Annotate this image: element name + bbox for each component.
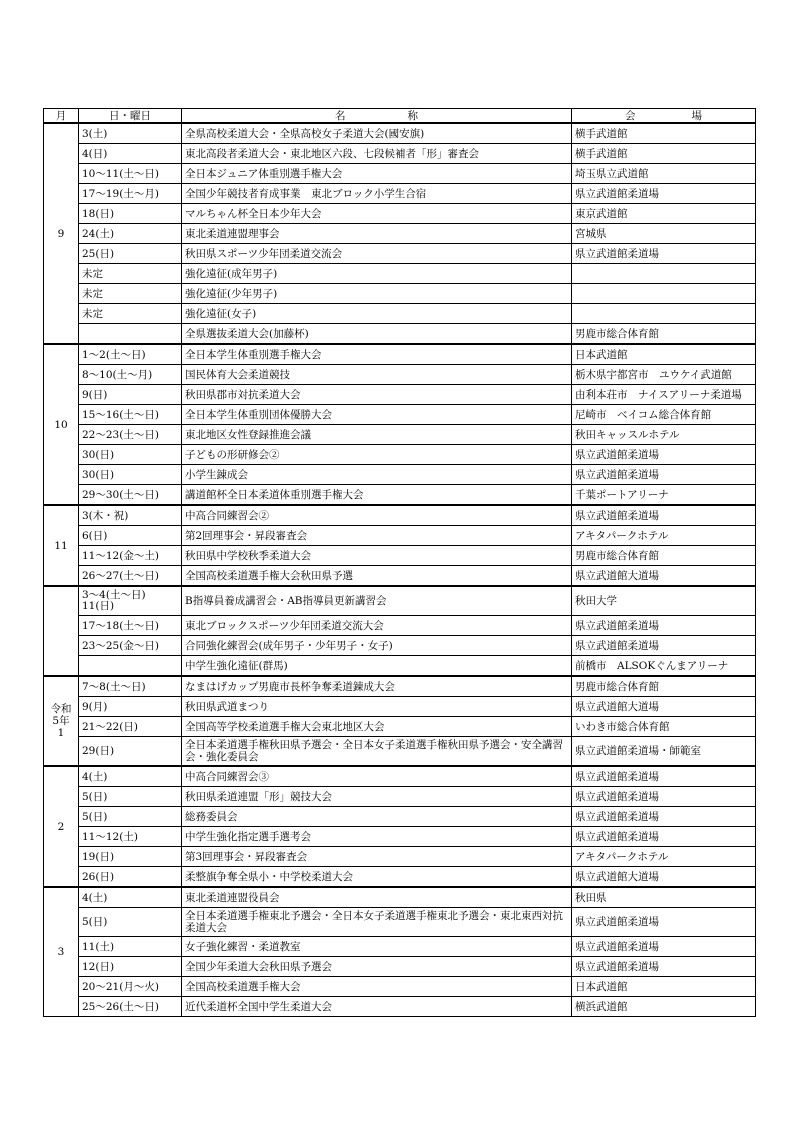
date-cell: 5(日)	[79, 787, 182, 807]
date-cell: 未定	[79, 264, 182, 284]
venue-cell: 由利本荘市 ナイスアリーナ柔道場	[572, 385, 756, 405]
date-cell: 6(日)	[79, 526, 182, 546]
event-name-cell: 東北柔道連盟理事会	[182, 224, 572, 244]
date-cell: 9(日)	[79, 385, 182, 405]
month-block	[44, 676, 756, 766]
venue-cell: 県立武道館柔道場	[572, 937, 756, 957]
event-name-cell: 小学生錬成会	[182, 465, 572, 485]
event-name-cell: 全国高等学校柔道選手権大会東北地区大会	[182, 717, 572, 737]
date-cell: 20～21(月～火)	[79, 977, 182, 997]
table-row	[44, 344, 756, 365]
table-row	[44, 908, 756, 937]
venue-cell: 横手武道館	[572, 123, 756, 144]
venue-cell: 秋田大学	[572, 586, 756, 616]
event-name-cell: 全国少年競技者育成事業 東北ブロック小学生合宿	[182, 184, 572, 204]
table-row	[44, 676, 756, 697]
event-name-cell: 女子強化練習・柔道教室	[182, 937, 572, 957]
date-cell: 3～4(土～日) 11(日)	[79, 586, 182, 616]
venue-cell: 埼玉県立武道館	[572, 164, 756, 184]
event-name-cell: 全日本学生体重別団体優勝大会	[182, 405, 572, 425]
date-cell: 4(土)	[79, 766, 182, 787]
date-cell: 3(土)	[79, 123, 182, 144]
date-cell: 8～10(土～月)	[79, 365, 182, 385]
date-cell: 17～18(土～日)	[79, 616, 182, 636]
venue-cell: 県立武道館柔道場	[572, 465, 756, 485]
table-row	[44, 304, 756, 324]
header-venue-char-1: 会	[625, 109, 636, 122]
venue-cell	[572, 284, 756, 304]
header-name-char-2: 称	[407, 109, 418, 122]
date-cell: 10～11(土～日)	[79, 164, 182, 184]
venue-cell: 男鹿市総合体育館	[572, 676, 756, 697]
venue-cell: 日本武道館	[572, 344, 756, 365]
event-name-cell: 東北高段者柔道大会・東北地区六段、七段候補者「形」審査会	[182, 144, 572, 164]
date-cell: 17～19(土～月)	[79, 184, 182, 204]
table-row	[44, 244, 756, 264]
header-date: 日・曜日	[79, 109, 182, 124]
table-row	[44, 717, 756, 737]
date-cell	[79, 656, 182, 677]
venue-cell: 県立武道館柔道場	[572, 827, 756, 847]
date-cell: 4(日)	[79, 144, 182, 164]
venue-cell: 秋田キャッスルホテル	[572, 425, 756, 445]
table-row	[44, 526, 756, 546]
venue-cell: 男鹿市総合体育館	[572, 546, 756, 566]
table-row	[44, 365, 756, 385]
month-cell: 11	[44, 505, 79, 586]
venue-cell: 栃木県宇都宮市 ユウケイ武道館	[572, 365, 756, 385]
date-cell: 3(木・祝)	[79, 505, 182, 526]
date-cell: 30(日)	[79, 445, 182, 465]
header-venue	[572, 109, 756, 124]
event-name-cell: 秋田県スポーツ少年団柔道交流会	[182, 244, 572, 264]
table-row	[44, 204, 756, 224]
header-venue-char-2: 場	[691, 109, 702, 122]
date-cell: 7～8(土～日)	[79, 676, 182, 697]
venue-cell: 尼崎市 ベイコム総合体育館	[572, 405, 756, 425]
venue-cell	[572, 264, 756, 284]
date-cell: 11(土)	[79, 937, 182, 957]
event-name-cell: 中学生強化遠征(群馬)	[182, 656, 572, 677]
event-name-cell: 全日本柔道選手権東北予選会・全日本女子柔道選手権東北予選会・東北東西対抗柔道大会	[182, 908, 572, 937]
venue-cell: 東京武道館	[572, 204, 756, 224]
event-name-cell: 柔整旗争奪全県小・中学校柔道大会	[182, 867, 572, 888]
date-cell: 30(日)	[79, 465, 182, 485]
table-row	[44, 737, 756, 767]
venue-cell: 県立武道館柔道場	[572, 616, 756, 636]
event-name-cell: 強化遠征(女子)	[182, 304, 572, 324]
event-name-cell: 東北地区女性登録推進会議	[182, 425, 572, 445]
event-name-cell: 全日本学生体重別選手権大会	[182, 344, 572, 365]
venue-cell: 県立武道館柔道場	[572, 766, 756, 787]
month-cell: 令和 5年 1	[44, 676, 79, 766]
event-name-cell: 秋田県武道まつり	[182, 697, 572, 717]
event-name-cell: 国民体育大会柔道競技	[182, 365, 572, 385]
month-block	[44, 123, 756, 344]
month-block	[44, 505, 756, 586]
month-cell: 3	[44, 887, 79, 1017]
date-cell: 未定	[79, 304, 182, 324]
table-row	[44, 937, 756, 957]
venue-cell: 日本武道館	[572, 977, 756, 997]
venue-cell: 県立武道館柔道場	[572, 957, 756, 977]
date-cell: 25(日)	[79, 244, 182, 264]
table-row	[44, 445, 756, 465]
event-name-cell: 強化遠征(成年男子)	[182, 264, 572, 284]
header-name-char-1: 名	[335, 109, 346, 122]
table-row	[44, 867, 756, 888]
date-cell: 25～26(土～日)	[79, 997, 182, 1017]
event-name-cell: なまはげカップ男鹿市長杯争奪柔道錬成大会	[182, 676, 572, 697]
month-block	[44, 344, 756, 505]
event-name-cell: 東北ブロックスポーツ少年団柔道交流大会	[182, 616, 572, 636]
table-row	[44, 546, 756, 566]
table-row	[44, 505, 756, 526]
table-row	[44, 485, 756, 506]
venue-cell	[572, 304, 756, 324]
table-row	[44, 405, 756, 425]
table-row	[44, 997, 756, 1017]
venue-cell: 県立武道館柔道場	[572, 184, 756, 204]
venue-cell: 宮城県	[572, 224, 756, 244]
venue-cell: 県立武道館大道場	[572, 697, 756, 717]
date-cell: 15～16(土～日)	[79, 405, 182, 425]
month-cell: 2	[44, 766, 79, 887]
date-cell: 19(日)	[79, 847, 182, 867]
venue-cell: 県立武道館柔道場	[572, 244, 756, 264]
table-row	[44, 324, 756, 345]
event-name-cell: 総務委員会	[182, 807, 572, 827]
table-row	[44, 224, 756, 244]
date-cell: 21～22(日)	[79, 717, 182, 737]
venue-cell: 県立武道館柔道場	[572, 636, 756, 656]
table-row	[44, 284, 756, 304]
venue-cell: 県立武道館大道場	[572, 867, 756, 888]
table-row	[44, 586, 756, 616]
header-month: 月	[44, 109, 79, 124]
date-cell: 未定	[79, 284, 182, 304]
event-name-cell: 秋田県柔道連盟「形」競技大会	[182, 787, 572, 807]
event-name-cell: 中学生強化指定選手選考会	[182, 827, 572, 847]
event-name-cell: 第2回理事会・昇段審査会	[182, 526, 572, 546]
header-name	[182, 109, 572, 124]
venue-cell: 秋田県	[572, 887, 756, 908]
table-row	[44, 787, 756, 807]
event-name-cell: 講道館杯全日本柔道体重別選手権大会	[182, 485, 572, 506]
venue-cell: 県立武道館柔道場・師範室	[572, 737, 756, 767]
table-row	[44, 807, 756, 827]
event-name-cell: B指導員養成講習会・AB指導員更新講習会	[182, 586, 572, 616]
table-row	[44, 144, 756, 164]
event-schedule-table	[43, 108, 756, 1017]
month-cell	[44, 586, 79, 676]
event-name-cell: 全県高校柔道大会・全県高校女子柔道大会(國安旗)	[182, 123, 572, 144]
event-name-cell: 秋田県郡市対抗柔道大会	[182, 385, 572, 405]
venue-cell: いわき市総合体育館	[572, 717, 756, 737]
table-row	[44, 957, 756, 977]
month-block	[44, 766, 756, 887]
table-row	[44, 425, 756, 445]
date-cell: 9(月)	[79, 697, 182, 717]
table-row	[44, 766, 756, 787]
date-cell: 4(土)	[79, 887, 182, 908]
date-cell: 24(土)	[79, 224, 182, 244]
venue-cell: アキタパークホテル	[572, 526, 756, 546]
table-row	[44, 566, 756, 587]
venue-cell: 県立武道館柔道場	[572, 787, 756, 807]
table-row	[44, 123, 756, 144]
event-name-cell: 強化遠征(少年男子)	[182, 284, 572, 304]
date-cell: 26(日)	[79, 867, 182, 888]
venue-cell: 千葉ポートアリーナ	[572, 485, 756, 506]
event-name-cell: 全国高校柔道選手権大会秋田県予選	[182, 566, 572, 587]
venue-cell: 横浜武道館	[572, 997, 756, 1017]
event-name-cell: マルちゃん杯全日本少年大会	[182, 204, 572, 224]
date-cell: 26～27(土～日)	[79, 566, 182, 587]
venue-cell: 男鹿市総合体育館	[572, 324, 756, 345]
event-name-cell: 近代柔道杯全国中学生柔道大会	[182, 997, 572, 1017]
table-row	[44, 164, 756, 184]
event-name-cell: 全県選抜柔道大会(加藤杯)	[182, 324, 572, 345]
date-cell: 11～12(金～土)	[79, 546, 182, 566]
table-row	[44, 264, 756, 284]
date-cell	[79, 324, 182, 345]
venue-cell: 県立武道館柔道場	[572, 807, 756, 827]
venue-cell: 横手武道館	[572, 144, 756, 164]
table-row	[44, 184, 756, 204]
table-row	[44, 616, 756, 636]
table-row	[44, 697, 756, 717]
date-cell: 18(日)	[79, 204, 182, 224]
venue-cell: 県立武道館柔道場	[572, 505, 756, 526]
event-name-cell: 全日本ジュニア体重別選手権大会	[182, 164, 572, 184]
event-name-cell: 子どもの形研修会②	[182, 445, 572, 465]
venue-cell: 前橋市 ALSOKぐんまアリーナ	[572, 656, 756, 677]
venue-cell: 県立武道館柔道場	[572, 445, 756, 465]
date-cell: 1～2(土～日)	[79, 344, 182, 365]
date-cell: 23～25(金～日)	[79, 636, 182, 656]
venue-cell: 県立武道館柔道場	[572, 908, 756, 937]
event-name-cell: 全日本柔道選手権秋田県予選会・全日本女子柔道選手権秋田県予選会・安全講習会・強化委員会	[182, 737, 572, 767]
date-cell: 11～12(土)	[79, 827, 182, 847]
table-row	[44, 887, 756, 908]
table-row	[44, 656, 756, 677]
date-cell: 29(日)	[79, 737, 182, 767]
date-cell: 5(日)	[79, 807, 182, 827]
table-row	[44, 977, 756, 997]
table-header	[44, 109, 756, 124]
month-block	[44, 586, 756, 676]
event-name-cell: 秋田県中学校秋季柔道大会	[182, 546, 572, 566]
event-name-cell: 合同強化練習会(成年男子・少年男子・女子)	[182, 636, 572, 656]
venue-cell: 県立武道館大道場	[572, 566, 756, 587]
event-name-cell: 全国高校柔道選手権大会	[182, 977, 572, 997]
date-cell: 29～30(土～日)	[79, 485, 182, 506]
table-row	[44, 827, 756, 847]
month-block	[44, 887, 756, 1017]
event-name-cell: 東北柔道連盟役員会	[182, 887, 572, 908]
event-name-cell: 全国少年柔道大会秋田県予選会	[182, 957, 572, 977]
table-row	[44, 636, 756, 656]
date-cell: 5(日)	[79, 908, 182, 937]
month-cell: 9	[44, 123, 79, 344]
venue-cell: アキタパークホテル	[572, 847, 756, 867]
date-cell: 12(日)	[79, 957, 182, 977]
table-row	[44, 465, 756, 485]
event-name-cell: 中高合同練習会③	[182, 766, 572, 787]
date-cell: 22～23(土～日)	[79, 425, 182, 445]
table-row	[44, 847, 756, 867]
event-name-cell: 第3回理事会・昇段審査会	[182, 847, 572, 867]
table-row	[44, 385, 756, 405]
month-cell: 10	[44, 344, 79, 505]
event-name-cell: 中高合同練習会②	[182, 505, 572, 526]
header-row	[44, 109, 756, 124]
